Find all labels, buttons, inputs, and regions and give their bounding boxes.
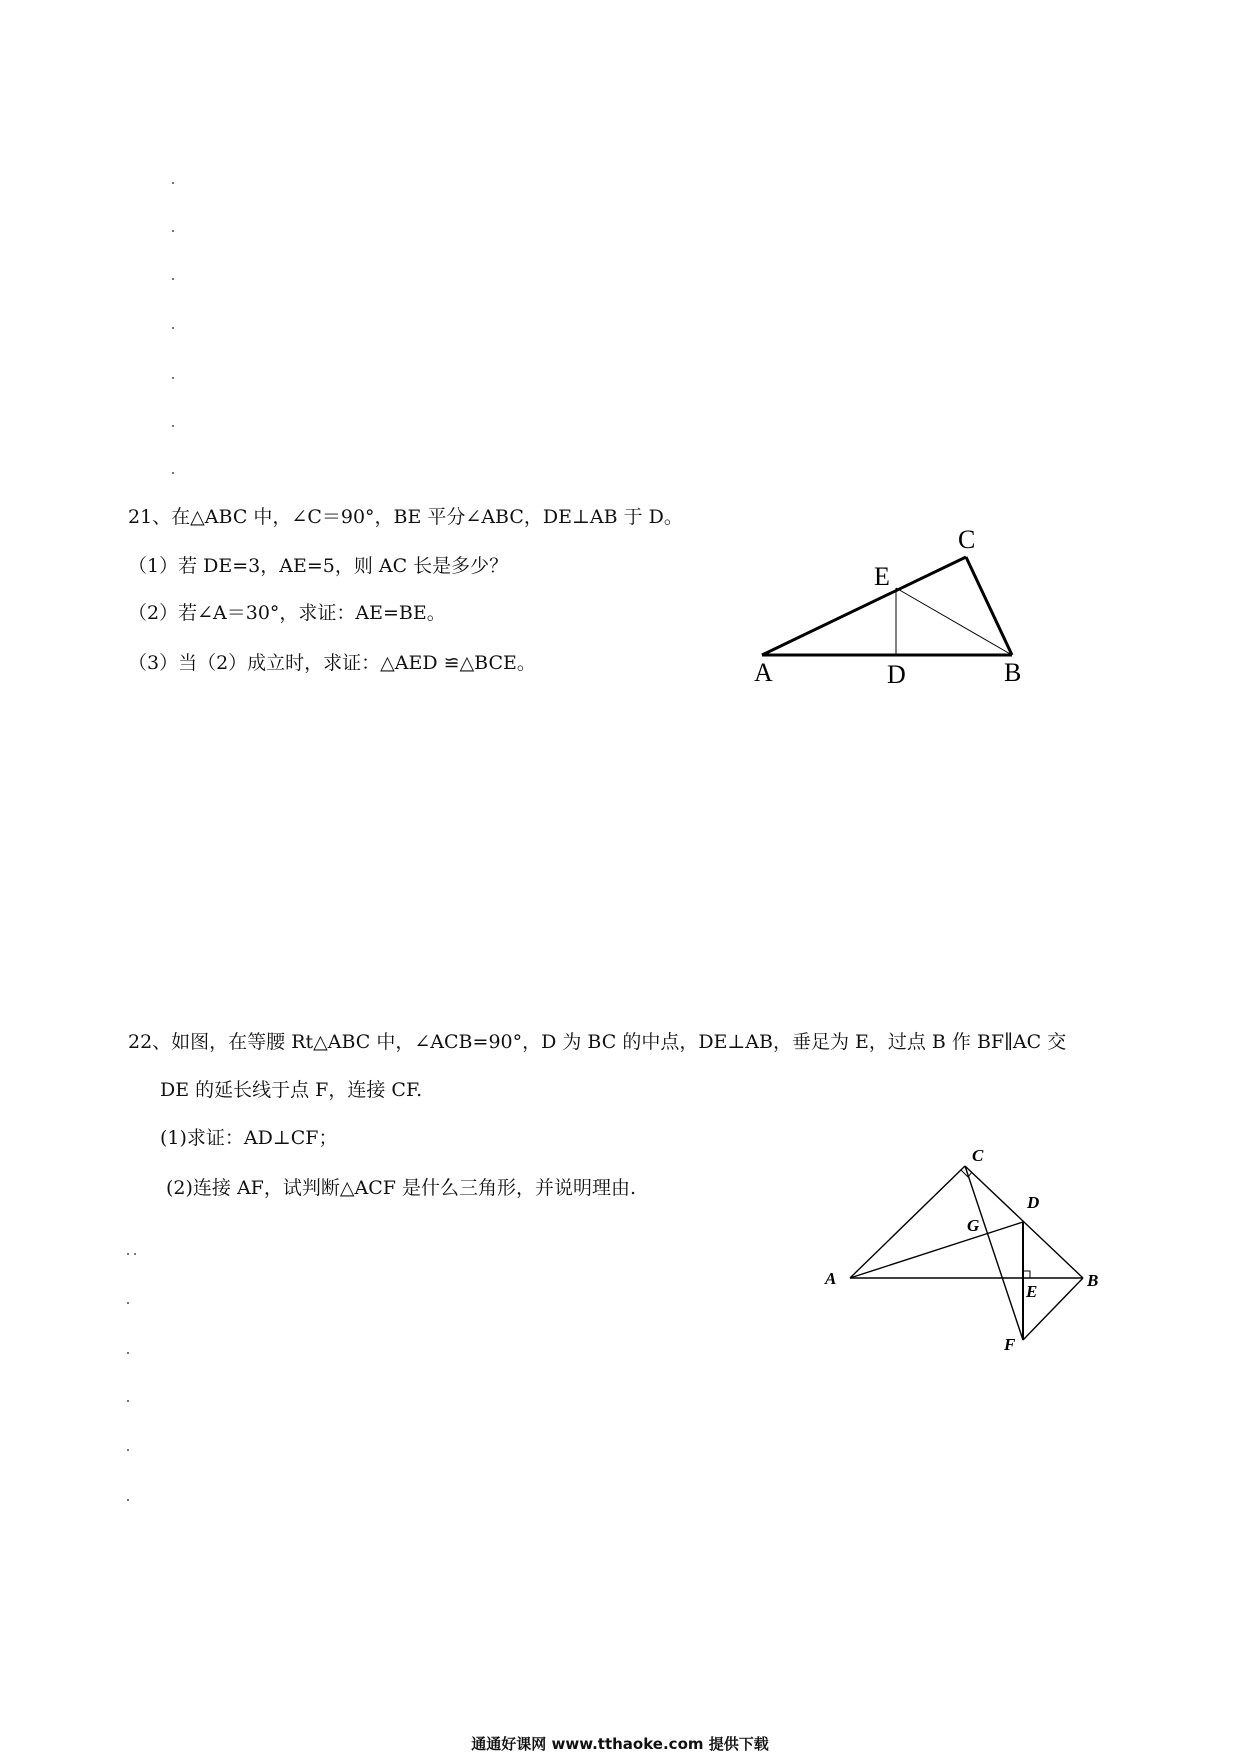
- scan-dot: [127, 1253, 129, 1255]
- label-c: C: [958, 525, 976, 554]
- footer-source: 通通好课网 www.tthaoke.com 提供下载: [471, 1735, 769, 1753]
- label-b: B: [1004, 658, 1022, 687]
- label-f: F: [1004, 1335, 1016, 1354]
- scan-dot: [172, 230, 174, 232]
- label-a: A: [825, 1269, 837, 1288]
- label-a: A: [754, 658, 773, 687]
- scan-dot: [127, 1499, 129, 1501]
- q21-figure: [740, 515, 1070, 695]
- label-b: B: [1087, 1271, 1099, 1290]
- label-d: D: [887, 660, 906, 689]
- label-e: E: [1026, 1282, 1038, 1301]
- label-e: E: [874, 562, 890, 591]
- label-c: C: [972, 1146, 984, 1165]
- segment-cf: [965, 1166, 1023, 1340]
- side-ac: [762, 557, 966, 655]
- scan-dot: [172, 182, 174, 184]
- q21-stem: 21、在△ABC 中，∠C＝90°，BE 平分∠ABC，DE⊥AB 于 D。: [128, 506, 683, 528]
- scan-dot: [127, 1302, 129, 1304]
- scan-dot: [172, 327, 174, 329]
- scan-dot: [127, 1400, 129, 1402]
- scan-dot: [127, 1352, 129, 1354]
- q21-part3: （3）当（2）成立时，求证：△AED ≌△BCE。: [128, 652, 536, 674]
- label-g: G: [967, 1216, 980, 1235]
- segment-eb: [896, 588, 1012, 655]
- q22-stem-line2: DE 的延长线于点 F，连接 CF.: [160, 1079, 423, 1101]
- segment-ac: [850, 1166, 965, 1278]
- scan-dot: [134, 1253, 136, 1255]
- q22-stem-line1: 22、如图，在等腰 Rt△ABC 中，∠ACB=90°，D 为 BC 的中点，DE⊥AB，垂足为 E，过点 B 作 BF∥AC 交: [128, 1031, 1067, 1053]
- segment-ad: [850, 1222, 1023, 1278]
- scan-dot: [172, 425, 174, 427]
- scan-dot: [127, 1449, 129, 1451]
- q22-part1: (1)求证：AD⊥CF；: [160, 1127, 338, 1149]
- scan-dot: [172, 472, 174, 474]
- q21-part2: （2）若∠A＝30°，求证：AE=BE。: [128, 602, 446, 624]
- scan-dot: [172, 278, 174, 280]
- right-angle-e: [1023, 1271, 1030, 1278]
- q22-figure: [815, 1140, 1115, 1360]
- label-d: D: [1027, 1193, 1040, 1212]
- q22-part2: (2)连接 AF，试判断△ACF 是什么三角形，并说明理由.: [166, 1177, 636, 1199]
- scan-dot: [172, 377, 174, 379]
- side-cb: [966, 557, 1012, 655]
- q21-part1: （1）若 DE=3，AE=5，则 AC 长是多少？: [128, 555, 509, 577]
